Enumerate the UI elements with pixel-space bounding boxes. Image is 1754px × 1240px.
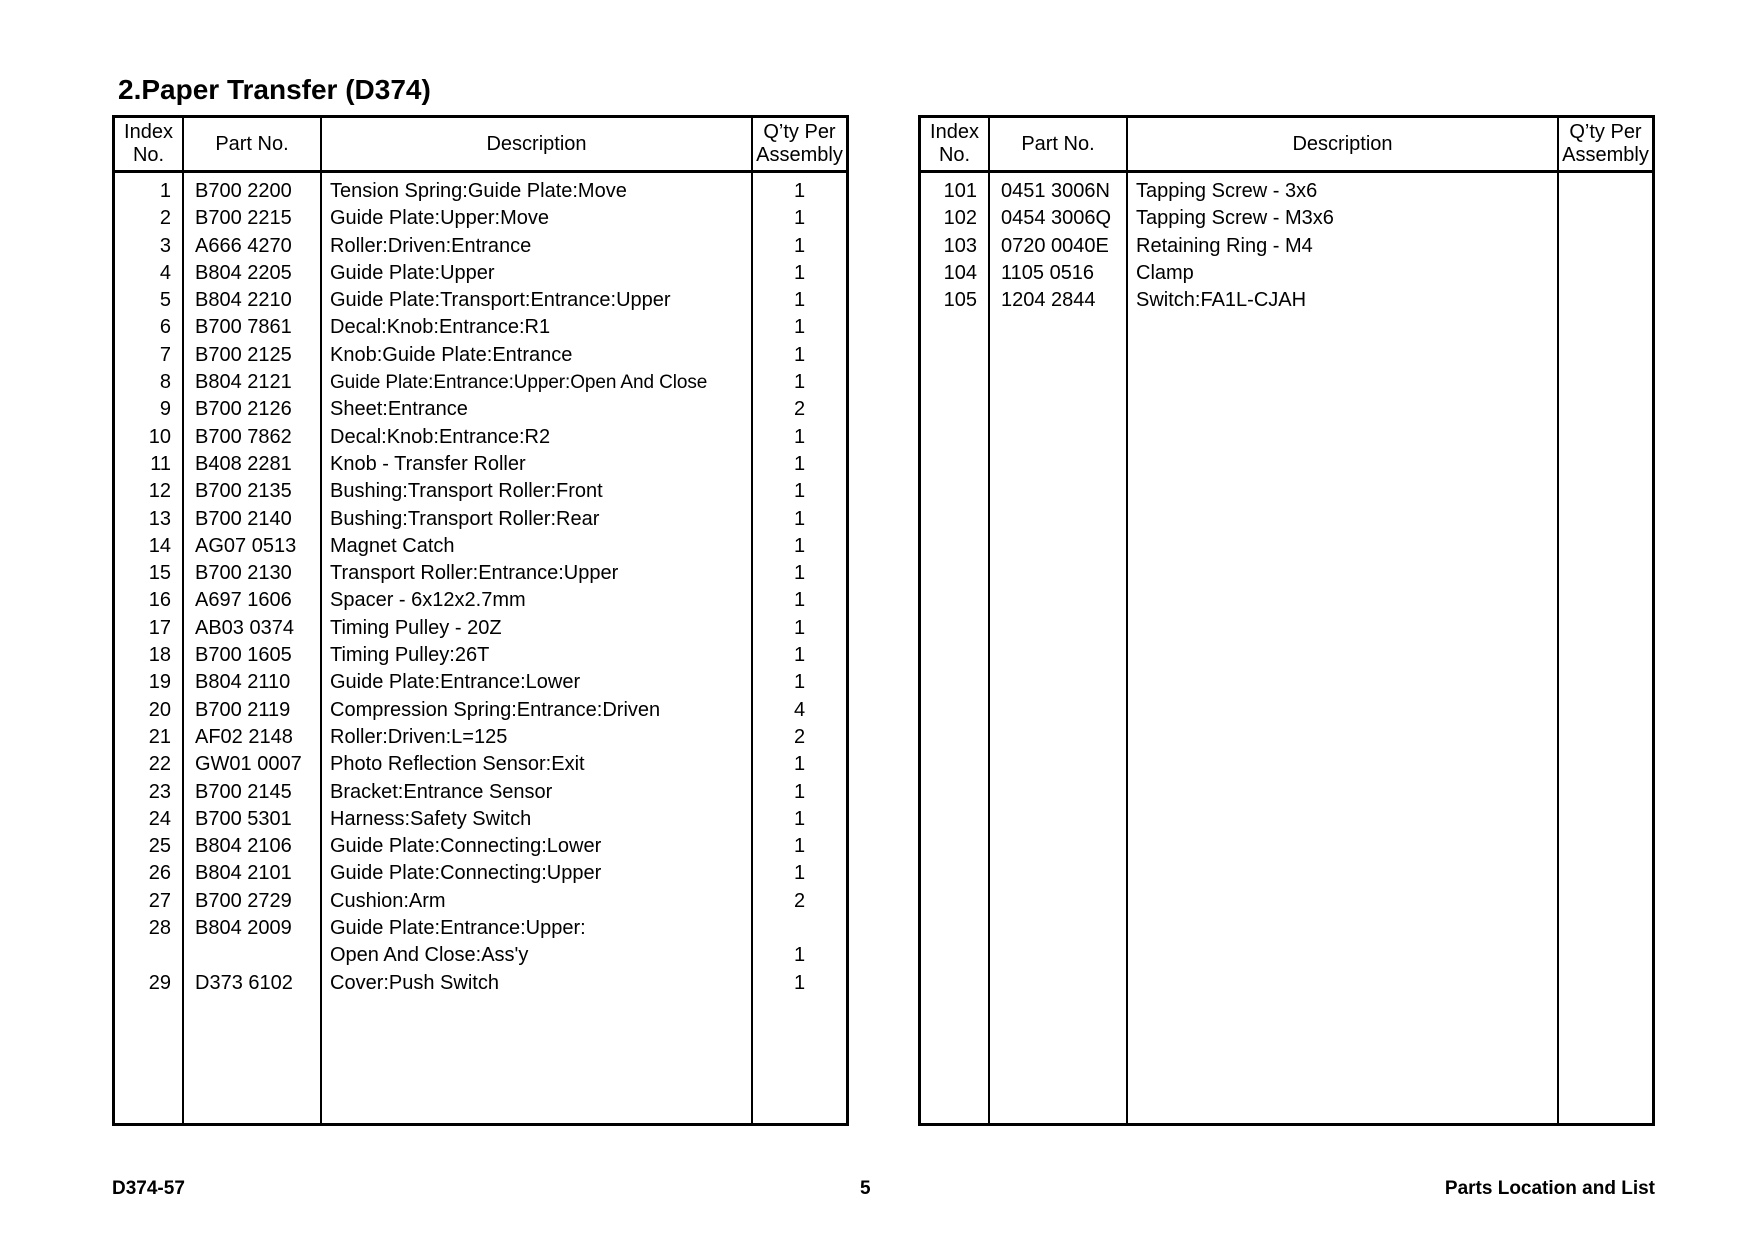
table-body bbox=[921, 178, 1652, 314]
description-cell: Tapping Screw - M3x6 bbox=[1136, 207, 1334, 230]
table-row bbox=[921, 233, 1652, 260]
index-cell: 27 bbox=[148, 889, 171, 912]
part-no-cell: D373 6102 bbox=[195, 971, 293, 994]
index-cell: 20 bbox=[148, 698, 171, 721]
description-cell: Knob - Transfer Roller bbox=[330, 452, 526, 475]
header-part-no: Part No. bbox=[1021, 132, 1095, 155]
qty-cell bbox=[1559, 287, 1652, 314]
part-no-cell: AB03 0374 bbox=[195, 616, 294, 639]
part-no-cell: B700 2135 bbox=[195, 480, 292, 503]
page-title: 2.Paper Transfer (D374) bbox=[118, 74, 431, 105]
table-row bbox=[115, 506, 846, 533]
part-no-cell: B700 2200 bbox=[195, 180, 292, 202]
index-cell: 13 bbox=[148, 507, 171, 530]
index-cell: 25 bbox=[148, 835, 171, 858]
table-row bbox=[115, 587, 846, 614]
description-cell: Timing Pulley:26T bbox=[330, 644, 490, 667]
part-no-cell: B700 7861 bbox=[195, 316, 292, 339]
qty-cell bbox=[1559, 260, 1652, 287]
table-row bbox=[921, 178, 1652, 205]
index-cell: 11 bbox=[150, 452, 171, 475]
table-row bbox=[115, 424, 846, 451]
qty-cell: 1 bbox=[793, 644, 806, 667]
description-cell: Knob:Guide Plate:Entrance bbox=[330, 343, 573, 366]
qty-cell: 1 bbox=[793, 425, 806, 448]
qty-cell: 1 bbox=[793, 316, 806, 339]
part-no-cell: B804 2106 bbox=[195, 835, 292, 858]
index-cell: 21 bbox=[148, 725, 171, 748]
part-no-cell: B408 2281 bbox=[195, 452, 292, 475]
qty-cell bbox=[1559, 205, 1652, 232]
index-cell: 10 bbox=[148, 425, 171, 448]
qty-cell: 1 bbox=[793, 862, 806, 885]
index-cell: 19 bbox=[148, 671, 171, 694]
index-cell: 1 bbox=[159, 180, 171, 202]
qty-cell: 1 bbox=[793, 452, 806, 475]
description-cell: Clamp bbox=[1136, 261, 1194, 284]
description-cell: Roller:Driven:Entrance bbox=[330, 234, 532, 257]
description-cell: Sheet:Entrance bbox=[330, 398, 468, 421]
description-cell: Bracket:Entrance Sensor bbox=[330, 780, 553, 803]
qty-cell bbox=[753, 915, 846, 942]
description-cell: Timing Pulley - 20Z bbox=[330, 616, 502, 639]
index-cell: 2 bbox=[159, 207, 171, 230]
table-row bbox=[115, 860, 846, 887]
part-no-cell: 0451 3006N bbox=[1001, 180, 1110, 202]
part-no-cell: B804 2210 bbox=[195, 289, 292, 312]
table-header bbox=[921, 118, 1652, 173]
parts-table-right bbox=[918, 115, 1655, 1126]
qty-cell: 1 bbox=[793, 562, 806, 585]
table-header bbox=[115, 118, 846, 173]
table-row bbox=[115, 915, 846, 942]
table-row bbox=[115, 478, 846, 505]
qty-cell: 2 bbox=[793, 889, 806, 912]
part-no-cell: B700 2729 bbox=[195, 889, 292, 912]
part-no-cell: B804 2101 bbox=[195, 862, 292, 885]
description-cell: Guide Plate:Upper bbox=[330, 261, 495, 284]
part-no-cell: A666 4270 bbox=[195, 234, 292, 257]
description-cell: Photo Reflection Sensor:Exit bbox=[330, 753, 585, 776]
qty-cell: 1 bbox=[793, 180, 806, 202]
description-cell: Tension Spring:Guide Plate:Move bbox=[330, 180, 627, 202]
index-cell: 24 bbox=[148, 807, 171, 830]
qty-cell: 1 bbox=[793, 671, 806, 694]
table-row bbox=[115, 642, 846, 669]
table-row bbox=[115, 314, 846, 341]
part-no-cell: B700 7862 bbox=[195, 425, 292, 448]
part-no-cell: B700 1605 bbox=[195, 644, 292, 667]
part-no-cell: A697 1606 bbox=[195, 589, 292, 612]
index-cell: 3 bbox=[159, 234, 171, 257]
part-no-cell: 1204 2844 bbox=[1001, 289, 1096, 312]
description-cell: Switch:FA1L-CJAH bbox=[1136, 289, 1307, 312]
qty-cell: 1 bbox=[793, 944, 806, 967]
part-no-cell: 1105 0516 bbox=[1001, 261, 1095, 284]
table-row bbox=[115, 205, 846, 232]
part-no-cell: B700 2125 bbox=[195, 343, 292, 366]
table-row bbox=[115, 779, 846, 806]
qty-cell: 2 bbox=[793, 725, 806, 748]
index-cell: 102 bbox=[943, 207, 977, 230]
footer-doc-code: D374-57 bbox=[112, 1178, 185, 1199]
table-row bbox=[921, 260, 1652, 287]
table-row bbox=[115, 369, 846, 396]
description-cell: Harness:Safety Switch bbox=[330, 807, 532, 830]
index-cell: 12 bbox=[148, 480, 171, 503]
qty-cell: 1 bbox=[793, 534, 806, 557]
part-no-cell: B804 2009 bbox=[195, 917, 292, 940]
qty-cell: 1 bbox=[793, 589, 806, 612]
part-no-cell: B700 2126 bbox=[195, 398, 292, 421]
table-row bbox=[115, 178, 846, 205]
part-no-cell: B700 2145 bbox=[195, 780, 292, 803]
part-no-cell: B700 5301 bbox=[195, 807, 292, 830]
part-no-cell: B804 2205 bbox=[195, 261, 292, 284]
index-cell: 16 bbox=[148, 589, 171, 612]
part-no-cell: AG07 0513 bbox=[195, 534, 297, 557]
header-qty: Q’ty Per Assembly bbox=[756, 121, 843, 166]
part-no-cell: 0720 0040E bbox=[1001, 234, 1109, 257]
parts-table-left bbox=[112, 115, 849, 1126]
part-no-cell: B700 2215 bbox=[195, 207, 292, 230]
header-index: Index No. bbox=[930, 121, 979, 166]
table-row bbox=[115, 806, 846, 833]
table-row bbox=[921, 287, 1652, 314]
qty-cell: 2 bbox=[793, 398, 806, 421]
table-row bbox=[115, 287, 846, 314]
part-no-cell: B700 2130 bbox=[195, 562, 292, 585]
qty-cell: 1 bbox=[793, 289, 806, 312]
qty-cell: 1 bbox=[793, 234, 806, 257]
index-cell: 18 bbox=[148, 644, 171, 667]
header-index: Index No. bbox=[124, 121, 173, 166]
table-row bbox=[115, 396, 846, 423]
part-no-cell: GW01 0007 bbox=[195, 753, 302, 776]
description-cell: Open And Close:Ass'y bbox=[330, 944, 529, 967]
header-description: Description bbox=[1292, 132, 1393, 155]
index-cell: 103 bbox=[943, 234, 977, 257]
description-cell: Bushing:Transport Roller:Rear bbox=[330, 507, 600, 530]
table-row bbox=[115, 233, 846, 260]
qty-cell bbox=[1559, 233, 1652, 260]
qty-cell bbox=[1559, 178, 1652, 205]
description-cell: Decal:Knob:Entrance:R2 bbox=[330, 425, 551, 448]
qty-cell: 1 bbox=[793, 207, 806, 230]
table-row bbox=[115, 724, 846, 751]
qty-cell: 1 bbox=[793, 616, 806, 639]
qty-cell: 1 bbox=[793, 261, 806, 284]
index-cell: 26 bbox=[148, 862, 171, 885]
description-cell: Spacer - 6x12x2.7mm bbox=[330, 589, 526, 612]
table-row bbox=[115, 669, 846, 696]
table-row bbox=[115, 751, 846, 778]
index-cell: 28 bbox=[148, 917, 171, 940]
description-cell: Transport Roller:Entrance:Upper bbox=[330, 562, 619, 585]
table-row bbox=[115, 451, 846, 478]
description-cell: Guide Plate:Upper:Move bbox=[330, 207, 550, 230]
table-row bbox=[115, 533, 846, 560]
description-cell: Guide Plate:Entrance:Upper:Open And Close bbox=[330, 372, 708, 394]
index-cell: 29 bbox=[148, 971, 171, 994]
qty-cell: 1 bbox=[793, 371, 806, 394]
part-no-cell: B804 2110 bbox=[195, 671, 291, 694]
index-cell: 22 bbox=[148, 753, 171, 776]
index-cell: 14 bbox=[148, 534, 171, 557]
qty-cell: 1 bbox=[793, 480, 806, 503]
index-cell: 7 bbox=[159, 343, 171, 366]
table-row bbox=[115, 970, 846, 997]
table-row bbox=[115, 342, 846, 369]
header-description: Description bbox=[486, 132, 587, 155]
description-cell: Bushing:Transport Roller:Front bbox=[330, 480, 603, 503]
qty-cell: 1 bbox=[793, 753, 806, 776]
description-cell: Cover:Push Switch bbox=[330, 971, 499, 994]
index-cell: 105 bbox=[943, 289, 977, 312]
part-no-cell: B700 2140 bbox=[195, 507, 292, 530]
index-cell: 4 bbox=[159, 261, 171, 284]
description-cell: Decal:Knob:Entrance:R1 bbox=[330, 316, 551, 339]
index-cell: 23 bbox=[148, 780, 171, 803]
description-cell: Cushion:Arm bbox=[330, 889, 446, 912]
part-no-cell bbox=[195, 942, 320, 969]
table-row bbox=[115, 615, 846, 642]
index-cell: 101 bbox=[943, 180, 977, 202]
index-cell: 5 bbox=[159, 289, 171, 312]
table-row bbox=[115, 833, 846, 860]
table-row bbox=[921, 205, 1652, 232]
header-qty: Q’ty Per Assembly bbox=[1562, 121, 1649, 166]
description-cell: Guide Plate:Connecting:Lower bbox=[330, 835, 602, 858]
index-cell: 104 bbox=[943, 261, 977, 284]
description-cell: Magnet Catch bbox=[330, 534, 455, 557]
description-cell: Guide Plate:Entrance:Upper: bbox=[330, 917, 586, 940]
description-cell: Guide Plate:Connecting:Upper bbox=[330, 862, 602, 885]
index-cell: 8 bbox=[159, 371, 171, 394]
qty-cell: 1 bbox=[793, 507, 806, 530]
qty-cell: 1 bbox=[793, 807, 806, 830]
index-cell: 17 bbox=[148, 616, 171, 639]
index-cell: 15 bbox=[148, 562, 171, 585]
part-no-cell: 0454 3006Q bbox=[1001, 207, 1112, 230]
qty-cell: 1 bbox=[793, 971, 806, 994]
header-part-no: Part No. bbox=[215, 132, 289, 155]
description-cell: Tapping Screw - 3x6 bbox=[1136, 180, 1318, 202]
table-row bbox=[115, 560, 846, 587]
description-cell: Retaining Ring - M4 bbox=[1136, 234, 1313, 257]
qty-cell: 4 bbox=[793, 698, 806, 721]
description-cell: Roller:Driven:L=125 bbox=[330, 725, 508, 748]
index-cell: 6 bbox=[159, 316, 171, 339]
index-cell bbox=[115, 942, 171, 969]
part-no-cell: B804 2121 bbox=[195, 371, 292, 394]
index-cell: 9 bbox=[159, 398, 171, 421]
qty-cell: 1 bbox=[793, 343, 806, 366]
footer-page-number: 5 bbox=[860, 1178, 871, 1199]
qty-cell: 1 bbox=[793, 780, 806, 803]
table-body bbox=[115, 178, 846, 997]
table-row bbox=[115, 942, 846, 969]
table-row bbox=[115, 888, 846, 915]
description-cell: Guide Plate:Entrance:Lower bbox=[330, 671, 581, 694]
table-row bbox=[115, 697, 846, 724]
description-cell: Guide Plate:Transport:Entrance:Upper bbox=[330, 289, 671, 312]
footer-section: Parts Location and List bbox=[1444, 1178, 1655, 1199]
part-no-cell: B700 2119 bbox=[195, 698, 291, 721]
part-no-cell: AF02 2148 bbox=[195, 725, 293, 748]
table-row bbox=[115, 260, 846, 287]
description-cell: Compression Spring:Entrance:Driven bbox=[330, 698, 661, 721]
qty-cell: 1 bbox=[793, 835, 806, 858]
